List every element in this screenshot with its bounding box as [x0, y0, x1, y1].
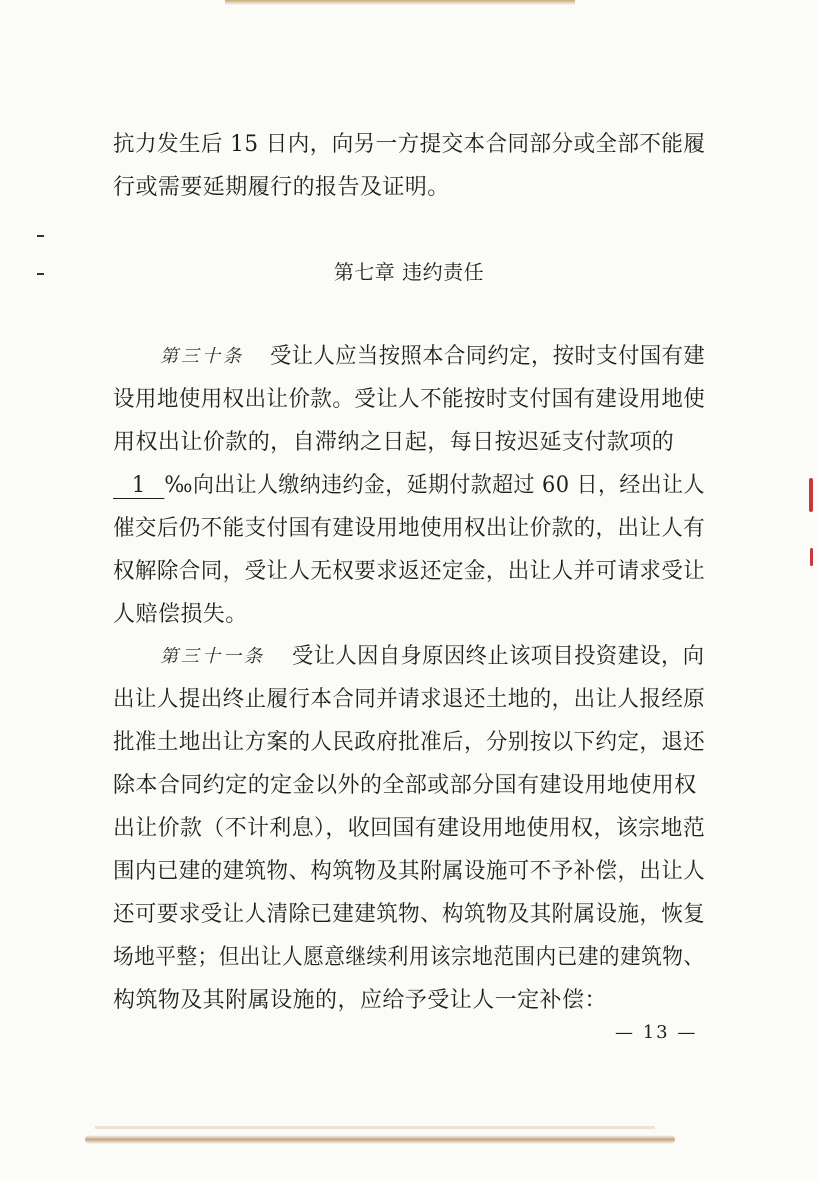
scan-edge-top — [225, 0, 575, 5]
paragraph-line: 出让价款（不计利息），收回国有建设用地使用权，该宗地范 — [113, 816, 706, 841]
rate-rest: ‰向出让人缴纳违约金，延期付款超过 60 日，经出让人 — [164, 473, 705, 498]
red-seal-fragment — [809, 478, 813, 512]
paragraph-line: 设用地使用权出让价款。受让人不能按时支付国有建设用地使 — [113, 387, 706, 412]
page-number: — 13 — — [615, 1022, 698, 1043]
article-30-heading: 第三十条 — [160, 346, 244, 367]
paragraph-line: 还可要求受让人清除已建建筑物、构筑物及其附属设施，恢复 — [113, 902, 706, 927]
paragraph-line: 人赔偿损失。 — [113, 602, 248, 627]
paragraph-line: 批准土地出让方案的人民政府批准后，分别按以下约定，退还 — [113, 730, 706, 755]
paragraph-line: 抗力发生后 15 日内，向另一方提交本合同部分或全部不能履 — [113, 132, 706, 157]
paragraph-line: 出让人提出终止履行本合同并请求退还土地的，出让人报经原 — [113, 687, 706, 712]
red-seal-fragment-small — [810, 548, 813, 566]
paragraph-line: 权解除合同，受让人无权要求返还定金，出让人并可请求受让 — [113, 559, 706, 584]
scan-edge-bottom-faint — [95, 1126, 655, 1129]
paragraph-line: 除本合同约定的定金以外的全部或部分国有建设用地使用权 — [113, 773, 697, 798]
binding-mark — [37, 235, 44, 237]
paragraph-line: 场地平整；但出让人愿意继续利用该宗地范围内已建的建筑物、 — [113, 945, 705, 970]
paragraph-line: 行或需要延期履行的报告及证明。 — [113, 175, 450, 200]
paragraph-line: 围内已建的建筑物、构筑物及其附属设施可不予补偿，出让人 — [113, 859, 706, 884]
paragraph-line-with-blank — [113, 468, 705, 499]
rate-blank-value: 1 — [113, 473, 164, 499]
paragraph-line: 受让人因自身原因终止该项目投资建设，向 — [292, 644, 705, 669]
paragraph-line: 受让人应当按照本合同约定，按时支付国有建 — [270, 344, 706, 369]
paragraph-line: 构筑物及其附属设施的，应给予受让人一定补偿： — [113, 988, 607, 1013]
scan-edge-bottom — [85, 1135, 675, 1144]
paragraph-line: 用权出让价款的，自滞纳之日起，每日按迟延支付款项的 — [113, 430, 675, 455]
chapter-title: 第七章 违约责任 — [333, 260, 485, 284]
paragraph-line: 催交后仍不能支付国有建设用地使用权出让价款的，出让人有 — [113, 516, 706, 541]
article-31-heading: 第三十一条 — [160, 646, 265, 667]
